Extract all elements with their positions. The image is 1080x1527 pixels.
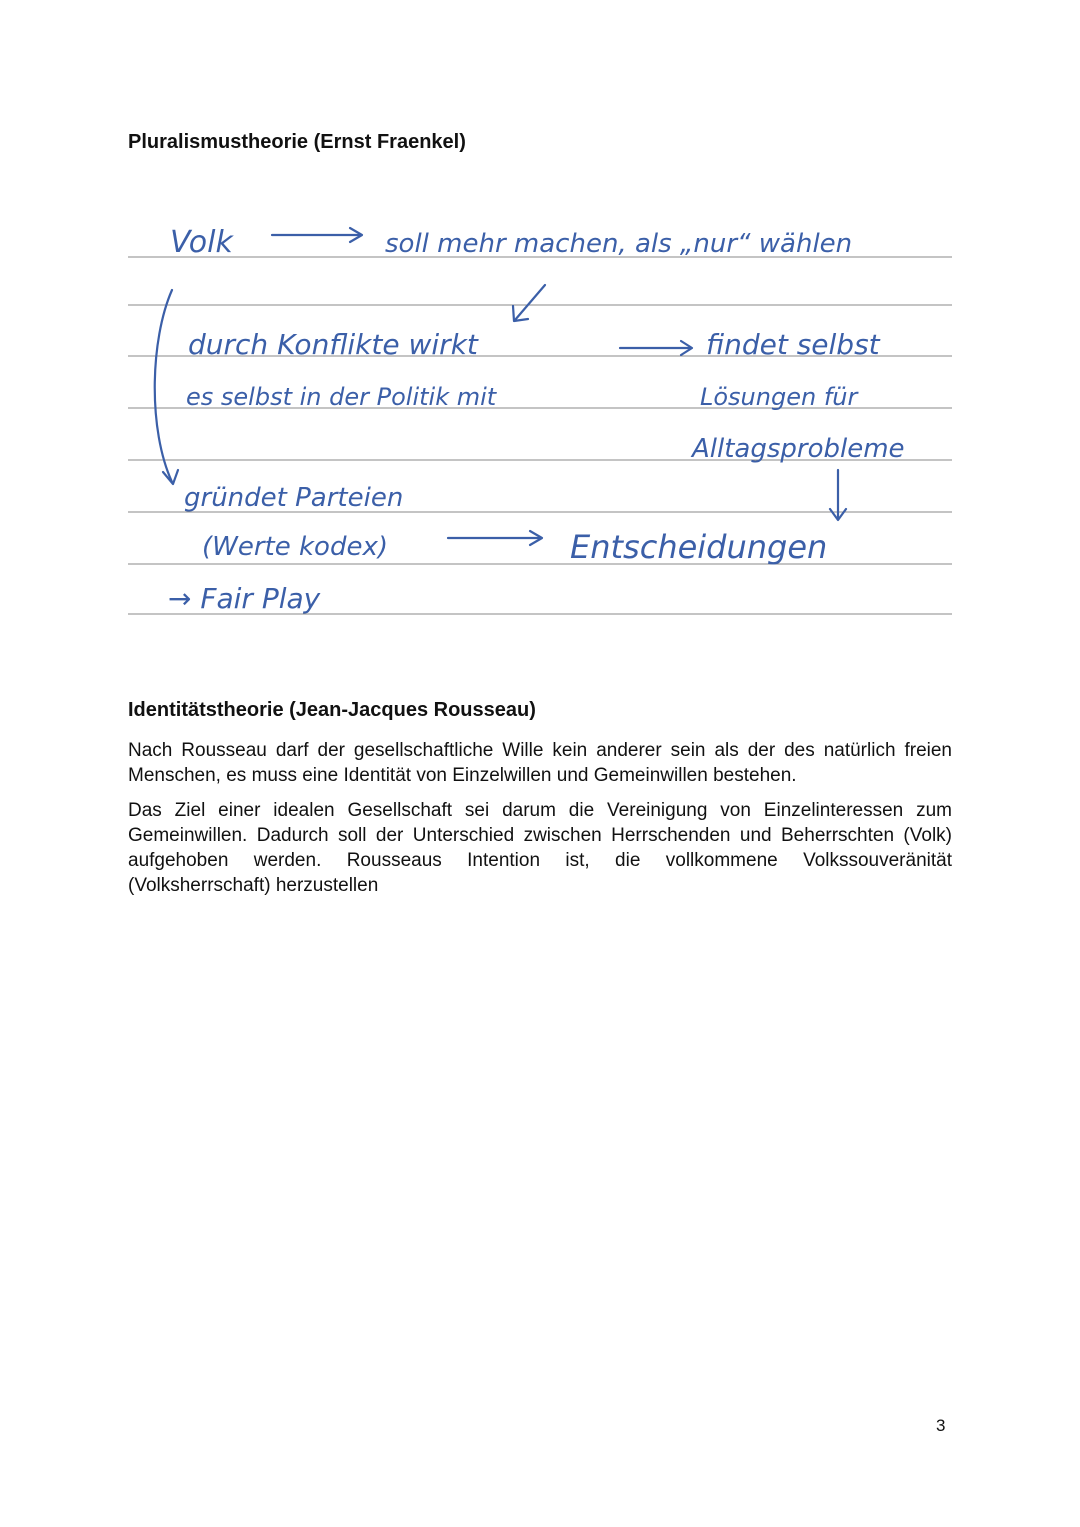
note-soll-mehr: soll mehr machen, als „nur“ wählen	[385, 229, 853, 259]
note-volk: Volk	[170, 225, 233, 260]
arrow-volk-to-soll	[272, 228, 362, 242]
note-fair-play: → Fair Play	[168, 582, 321, 615]
page-number: 3	[936, 1416, 946, 1435]
note-durch-konflikte: durch Konflikte wirkt	[188, 328, 478, 361]
note-gruendet-parteien: gründet Parteien	[184, 483, 404, 513]
bracket-arrow-to-gruendet	[155, 290, 178, 484]
note-alltagsprobleme: Alltagsprobleme	[692, 434, 905, 464]
arrow-kodex-to-entscheidungen	[448, 531, 542, 545]
arrow-konflikte-to-findet	[620, 341, 692, 355]
section-title-identity: Identitätstheorie (Jean-Jacques Rousseau)	[128, 699, 536, 721]
note-loesungen-fuer: Lösungen für	[700, 383, 858, 411]
note-entscheidungen: Entscheidungen	[570, 528, 828, 566]
arrow-soll-to-konflikte	[513, 285, 545, 321]
handwritten-notes	[0, 200, 1080, 650]
identity-paragraph-2: Das Ziel einer idealen Gesellschaft sei darum die Vereinigung von Einzelinteressen zum Gemeinwillen. Dadurch soll der Unterschied zwischen Herrschenden und Beherrschten (Volk) aufgehoben werden. Rousseaus Intention ist, die vollkommene Volkssouveränität (Volksherrschaft) herzustellen	[128, 800, 952, 896]
arrow-alltag-to-entscheidungen	[830, 470, 846, 520]
note-es-selbst: es selbst in der Politik mit	[186, 383, 497, 411]
section-title-pluralism: Pluralismustheorie (Ernst Fraenkel)	[128, 131, 466, 153]
note-findet-selbst: findet selbst	[706, 328, 880, 361]
identity-paragraph-1: Nach Rousseau darf der gesellschaftliche Wille kein anderer sein als der des natürlich freien Menschen, es muss eine Identität von Einzelwillen und Gemeinwillen bestehen.	[128, 740, 952, 786]
note-werte-kodex: (Werte kodex)	[202, 532, 388, 562]
